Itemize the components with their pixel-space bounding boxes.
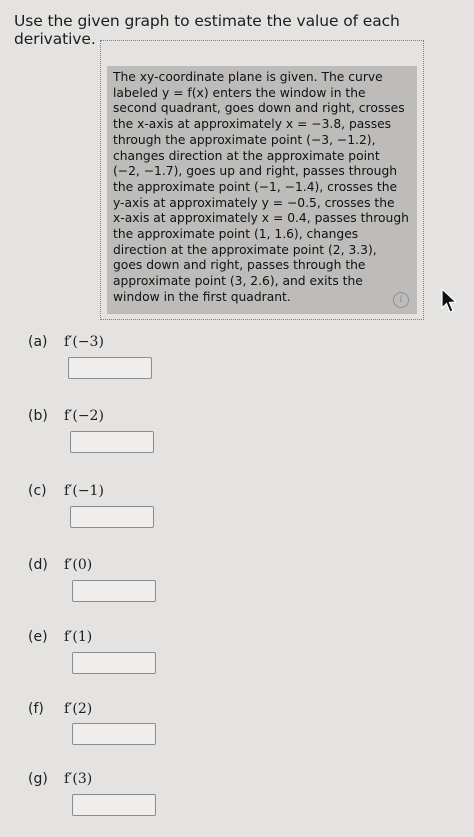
part-expression: f′(−2) [64,408,104,424]
part-expression: f′(3) [64,771,93,787]
part-expression: f′(1) [64,629,93,645]
part-letter: (f) [28,701,44,717]
part-expression: f′(0) [64,557,93,573]
mouse-cursor-icon [440,288,458,314]
part-letter: (c) [28,483,47,499]
part-g [28,771,92,787]
part-letter: (g) [28,771,48,787]
part-letter: (e) [28,629,48,645]
part-expression: f′(2) [64,701,93,717]
graph-description: The xy-coordinate plane is given. The curve labeled y = f(x) enters the window in the second quadrant, goes down and right, crosses the x-axis at approximately x = −3.8, passes through the approximate point (−3, −1.2), changes direction at the approximate point (−2, −1.7), goes up and right, passes through the approximate point (−1, −1.4), crosses the y-axis at approximately y = −0.5, crosses the x-axis at approximately x = 0.4, passes through the approximate point (1, 1.6), changes direction at the approximate point (2, 3.3), goes down and right, passes through the approximate point (3, 2.6), and exits the window in the first quadrant. [113,70,409,304]
info-icon[interactable]: i [393,292,409,308]
answer-input-g[interactable] [72,794,156,816]
part-expression: f′(−1) [64,483,104,499]
part-d [28,557,92,573]
question-title: Use the given graph to estimate the value of each derivative. [14,12,400,48]
part-letter: (a) [28,334,48,350]
answer-input-f[interactable] [72,723,156,745]
graph-alt-text [107,66,417,314]
answer-input-e[interactable] [72,652,156,674]
answer-input-c[interactable] [70,506,154,528]
part-a [28,334,104,350]
answer-input-a[interactable] [68,357,152,379]
part-f [28,701,92,717]
part-letter: (b) [28,408,48,424]
answer-input-d[interactable] [72,580,156,602]
answer-input-b[interactable] [70,431,154,453]
part-e [28,629,92,645]
part-b [28,408,104,424]
part-c [28,483,104,499]
part-expression: f′(−3) [64,334,104,350]
part-letter: (d) [28,557,48,573]
